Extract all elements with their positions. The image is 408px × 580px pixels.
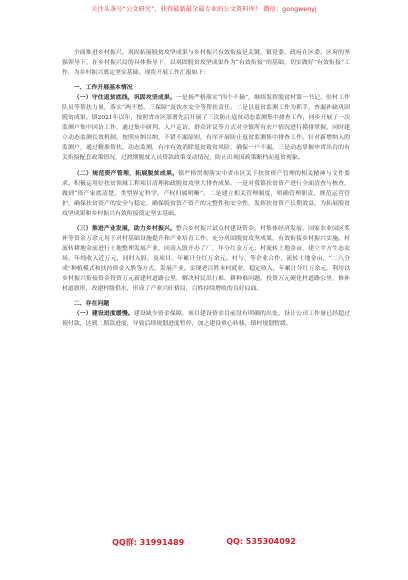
footer-contact (0, 537, 408, 548)
paragraph-2 (62, 169, 350, 219)
paragraph-4-body: 建设缺少资金保障，项目建设资金目前没有明确的出处，设计公司工作量已经超过预付款，达到二期款进度，导致后续规划进度暂停，加之建设重心转移，镇村规划暂缓。 (62, 311, 351, 328)
paragraph-2-lead: （二）规范资产管理，拓展脱贫成果。 (73, 169, 179, 177)
paragraph-2-body: 镇严格贯彻落实中省市区关于扶贫资产管理的相关精神与文件要求，积极运用好扶贫领域工程项目清理和政脱贫攻坚大排查成果。一是对我镇扶贫资产进行全面清查与核查，做到“资产家底清楚，类型界定科学，产权归属明晰”。二是建立相关管理制度，明确管理职责，规范运营管护，确保扶贫资产的安全与稳定，确保脱贫资产资产的完整性和安全性，发挥扶贫资产长期效益，为拓展脱贫攻坚成果和乡村振兴有效衔接奠定坚实基础。 (62, 170, 351, 217)
intro-paragraph: 全面推进乡村振兴，巩固拓展脱贫攻坚成果与乡村振兴有效衔接是关键，镇党委、政府在区委、区府的坚强领导下，在乡村振兴局的具体指导下，以巩固脱贫攻坚成果作为“有效衔接”的基础，切实做好“有效衔接”工作，为乡村振兴奠定坚实基础。现将开展工作汇报如下： (62, 50, 350, 77)
top-banner: 关注头条号“公文研究”，获得最新最全最专业的公文资料库！ 微信：gongwenyj (91, 6, 317, 13)
paragraph-1 (62, 93, 350, 163)
section-heading-1: 一、工作开展基本情况 (73, 85, 133, 92)
footer-qq-group: QQ群: 31991489 (112, 538, 185, 547)
document-body (62, 48, 350, 329)
section-heading-2: 二、存在问题 (73, 301, 110, 308)
paragraph-1-lead: （一）守住返贫底线，巩固攻坚成果。 (73, 94, 176, 102)
paragraph-3-body: 整合乡村振兴试点村建设资金，村集体经济发展，国家农业园区奖补等资金万余元用于对村基础设施提升和产业培育工作，充分巩固脱贫攻坚成果，有效衔接乡村振兴实施。村流转耕地金前进行土地整理发展产业，回南入股开办了厂，年分红金万元；村流转土地金亩，建立平方生态农场，年纯收入近万元，同时入股，及项目，年累计分红万余元。村与、等企业合作，流转土地金亩，“二八分成”种植模式和扶持资金入股等方式，发展产业。实现老百姓本村就业，稳定收入，年累计分红万余元。利用以乡村振兴衔接资金投资万元新建村道路公里，解决村民出行难、耕种难问题。投资万元硬化村道路公里，修补村道旗形，改建村级供水，形成了产业兴旺格局，百姓持续增收的良好局面。 (62, 225, 351, 293)
paragraph-4-lead: （一）建设进度缓慢。 (73, 310, 134, 318)
paragraph-3-lead: （三）推进产业发展，助力乡村振兴。 (73, 224, 176, 232)
footer-qq: QQ: 535304092 (226, 537, 296, 546)
paragraph-1-body: 一是扬严格落实“四个不摘”，继续发挥脱贫村第一书记、驻村工作队员等帮扶力量，落实“两不愁、三保障”及饮水安全等帮扶责任。二是以返贫监测工作为抓手，查漏补缺巩固脱贫成果。镇2021年以年，按照省市区部署先后开展了三次防止返贫动态监测集中排查工作，同步开展了一次监测户集中回访工作，通过集中研判、入户走访、群众评议等方式对全镇所有农户情况进行摸排掌握，同时建立动态监测长效机制，按照应纳尽纳，不错不漏原则，有序开展防止返贫监测集中排查工作。针对新增纳入的监测户，通过精准帮扶、动态监测，有序有效消除返贫致贫风险，确保一户不漏。三是动态掌握申省出台的有关衔接配套政策情况，过渡期脱贫人员贷款政策变动情况，防止出现因政策断档而返贫现象。 (62, 95, 350, 162)
paragraph-3 (62, 224, 350, 294)
paragraph-4 (62, 309, 350, 329)
